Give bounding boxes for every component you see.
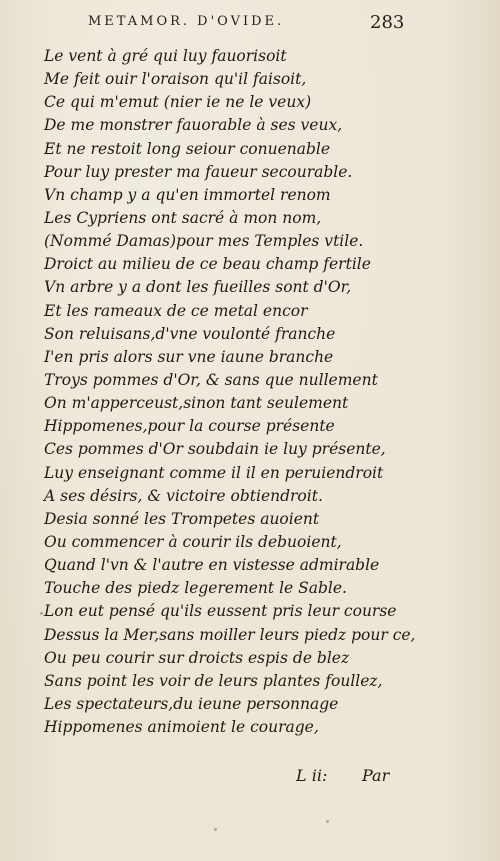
page-number: 283 <box>370 12 405 33</box>
verse-line: Desia sonné les Trompetes auoient <box>44 509 320 528</box>
verse-line: Ce qui m'emut (nier ie ne le veux) <box>44 93 312 112</box>
verse-line: De me monstrer fauorable à ses veux, <box>44 116 343 135</box>
verse-line: Les spectateurs,du ieune personnage <box>44 694 339 713</box>
verse-line: Ou commencer à courir ils debuoient, <box>44 532 342 551</box>
verse-line: Droict au milieu de ce beau champ fertile <box>44 255 371 274</box>
verse-line: Ces pommes d'Or soubdain ie luy présente, <box>44 440 386 459</box>
verse-line: Me feit ouir l'oraison qu'il faisoit, <box>44 70 307 89</box>
verse-line: A ses désirs, & victoire obtiendroit. <box>44 486 323 505</box>
verse-line: Les Cypriens ont sacré à mon nom, <box>44 208 322 227</box>
verse-line: Vn champ y a qu'en immortel renom <box>44 185 331 204</box>
verse-line: Lon eut pensé qu'ils eussent pris leur course <box>44 602 397 621</box>
verse-line: Troys pommes d'Or, & sans que nullement <box>44 370 378 389</box>
verse-line: (Nommé Damas)pour mes Temples vtile. <box>44 232 364 251</box>
verse-line: Et ne restoit long seiour conuenable <box>44 139 331 158</box>
paper-speck <box>214 828 217 831</box>
catchword: Par <box>362 766 390 785</box>
signature-mark: L ii: <box>296 766 328 785</box>
running-head: METAMOR. D'OVIDE. <box>88 14 285 29</box>
verse-line: I'en pris alors sur vne iaune branche <box>44 347 334 366</box>
verse-line: Hippomenes animoient le courage, <box>44 718 319 737</box>
verse-line: Vn arbre y a dont les fueilles sont d'Or, <box>44 278 352 297</box>
verse-line: Et les rameaux de ce metal encor <box>44 301 308 320</box>
verse-line: Ou peu courir sur droicts espis de blez <box>44 648 350 667</box>
verse-text <box>44 45 464 739</box>
verse-line: Sans point les voir de leurs plantes foullez, <box>44 671 383 690</box>
verse-line: Quand l'vn & l'autre en vistesse admirable <box>44 556 380 575</box>
verse-line: Le vent à gré qui luy fauorisoit <box>44 47 287 65</box>
paper-speck <box>40 612 43 615</box>
verse-line: Hippomenes,pour la course présente <box>44 417 335 436</box>
verse-line: Dessus la Mer,sans moiller leurs piedz pour ce, <box>44 625 416 644</box>
verse-line: Son reluisans,d'vne voulonté franche <box>44 324 336 343</box>
paper-speck <box>326 820 329 823</box>
verse-line: Luy enseignant comme il il en peruiendroit <box>44 463 384 482</box>
verse-line: On m'apperceust,sinon tant seulement <box>44 394 349 413</box>
verse-line: Touche des piedz legerement le Sable. <box>44 579 347 598</box>
verse-line: Pour luy prester ma faueur secourable. <box>44 162 353 181</box>
